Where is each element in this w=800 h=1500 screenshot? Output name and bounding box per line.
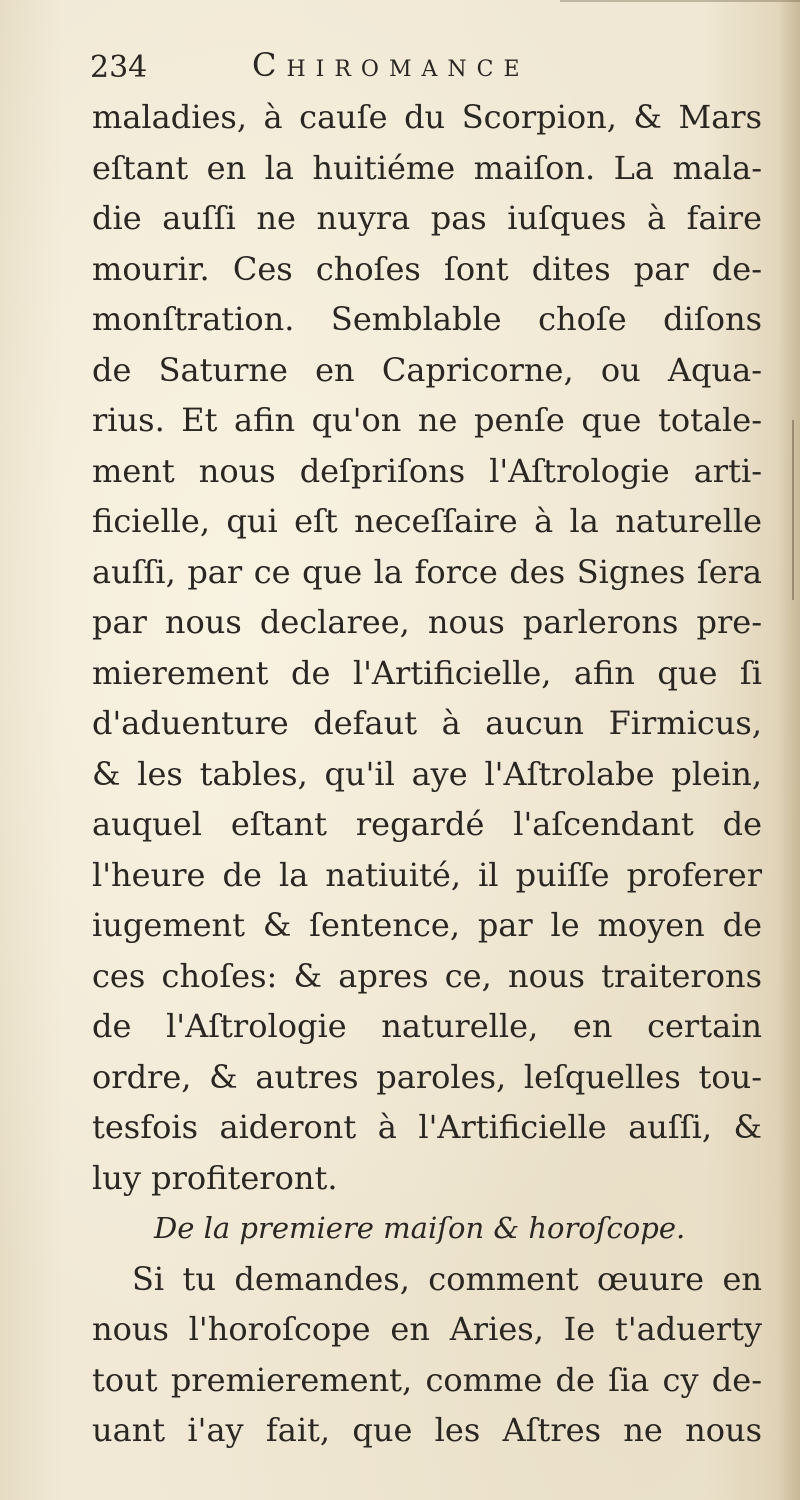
- text-line: Si tu demandes, comment œuure en: [132, 1259, 762, 1298]
- text-line: monſtration. Semblable choſe diſons: [92, 300, 762, 338]
- text-line: de Saturne en Capricorne, ou Aqua-: [92, 350, 762, 389]
- text-line: nous l'horoſcope en Aries, Ie t'aduerty: [92, 1310, 762, 1348]
- text-line: uant i'ay fait, que les Aſtres ne nous: [92, 1411, 762, 1449]
- text-line: & les tables, qu'il aye l'Aſtrolabe plein,: [92, 754, 762, 793]
- text-line: die auſſi ne nuyra pas iuſques à faire: [92, 199, 762, 237]
- text-line: ficielle, qui eſt neceſſaire à la naturelle: [92, 502, 762, 540]
- page-edge-mark: [792, 420, 794, 600]
- text-line: ment nous deſpriſons l'Aſtrologie arti-: [92, 451, 762, 490]
- text-line: iugement & ſentence, par le moyen de: [92, 906, 762, 944]
- text-line: l'heure de la natiuité, il puiſſe proferer: [92, 855, 762, 894]
- text-line: tout premierement, comme de ſia cy de-: [92, 1360, 762, 1399]
- text-line: auquel eſtant regardé l'aſcendant de: [92, 805, 762, 843]
- text-line: par nous declaree, nous parlerons pre-: [92, 603, 762, 641]
- page-top-edge-mark: [560, 0, 800, 2]
- text-line: maladies, à cauſe du Scorpion, & Mars: [92, 98, 762, 136]
- section-heading: De la premiere maiſon & horoſcope.: [154, 1211, 686, 1245]
- text-line: eſtant en la huitiéme maiſon. La mala-: [92, 148, 762, 187]
- text-line: ces choſes: & apres ce, nous traiterons: [92, 956, 762, 995]
- text-line: rius. Et afin qu'on ne penſe que totale-: [92, 401, 762, 439]
- running-title: Chiromance: [252, 46, 530, 84]
- text-line: auſſi, par ce que la force des Signes ſera: [92, 552, 762, 591]
- text-line: luy profiteront.: [92, 1158, 338, 1197]
- text-line: mourir. Ces choſes ſont dites par de-: [92, 249, 762, 288]
- page-header: [90, 46, 690, 96]
- text-line: mierement de l'Artificielle, afin que ſi: [92, 653, 762, 692]
- text-block: [92, 92, 762, 1456]
- page-number: 234: [90, 50, 148, 85]
- text-line: de l'Aſtrologie naturelle, en certain: [92, 1007, 762, 1045]
- text-line: ordre, & autres paroles, leſquelles tou-: [92, 1057, 762, 1096]
- text-line: tesfois aideront à l'Artificielle auſſi, &: [92, 1108, 762, 1146]
- text-line: d'aduenture defaut à aucun Firmicus,: [92, 704, 762, 742]
- page-edge-shadow: [778, 0, 800, 1500]
